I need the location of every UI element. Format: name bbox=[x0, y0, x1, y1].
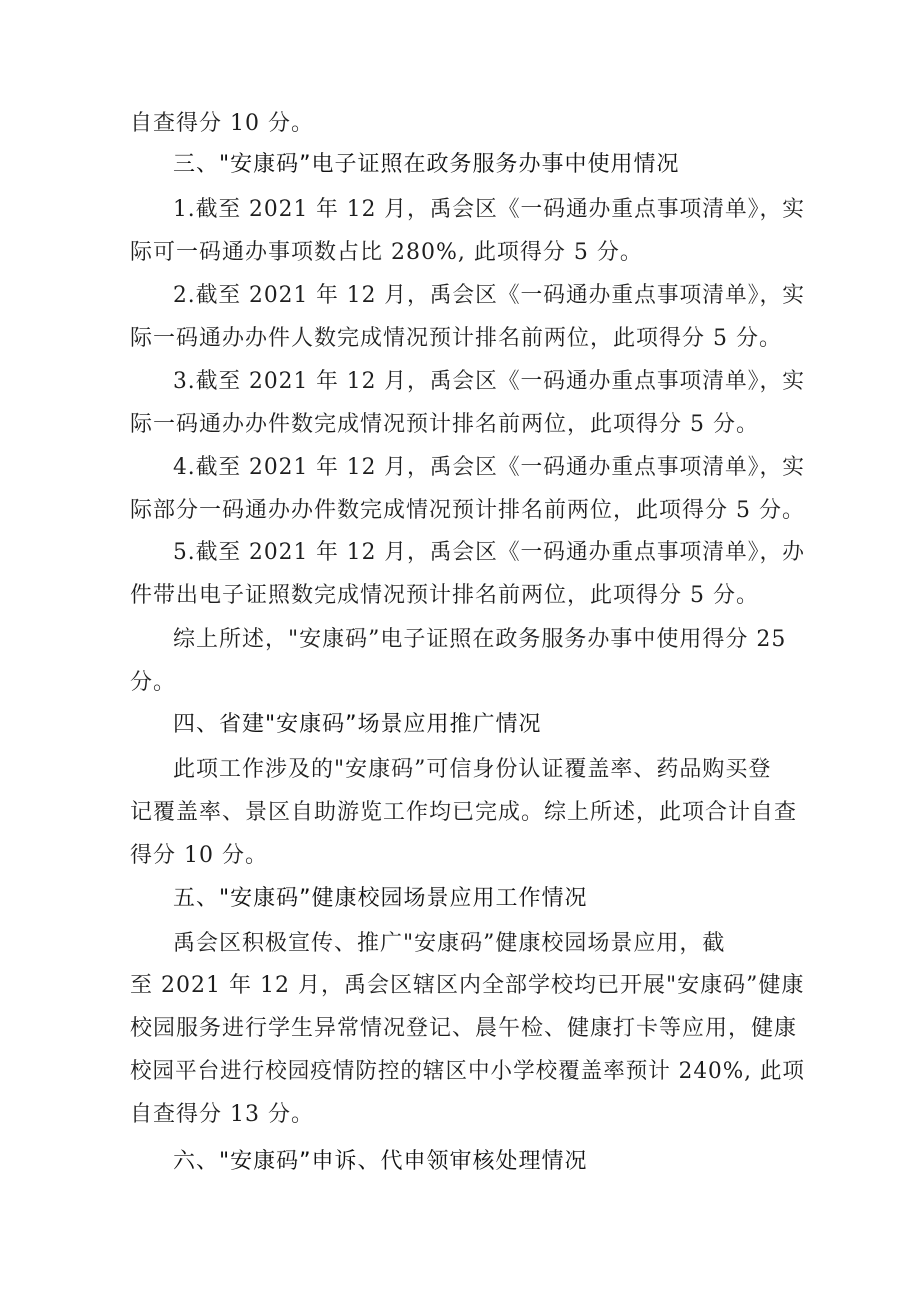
text-line: 自查得分 13 分。 bbox=[130, 1102, 314, 1127]
text-line: 2.截至 2021 年 12 月，禹会区《一码通办重点事项清单》，实 bbox=[173, 283, 805, 308]
text-line: 1.截至 2021 年 12 月，禹会区《一码通办重点事项清单》，实 bbox=[173, 197, 805, 222]
section-heading-3: 三、"安康码”电子证照在政务服务办事中使用情况 bbox=[173, 152, 680, 177]
text-line: 校园服务进行学生异常情况登记、晨午检、健康打卡等应用，健康 bbox=[130, 1016, 798, 1041]
text-line: 校园平台进行校园疫情防控的辖区中小学校覆盖率预计 240%, 此项 bbox=[130, 1059, 805, 1084]
text-line: 禹会区积极宣传、推广"安康码”健康校园场景应用，截 bbox=[173, 931, 726, 956]
text-line: 自查得分 10 分。 bbox=[130, 111, 314, 136]
text-line: 至 2021 年 12 月，禹会区辖区内全部学校均已开展"安康码”健康 bbox=[130, 973, 805, 998]
text-line: 综上所述，"安康码”电子证照在政务服务办事中使用得分 25 bbox=[173, 627, 787, 652]
section-heading-5: 五、"安康码”健康校园场景应用工作情况 bbox=[173, 886, 588, 911]
text-line: 际一码通办办件人数完成情况预计排名前两位，此项得分 5 分。 bbox=[130, 326, 782, 351]
text-line: 际部分一码通办办件数完成情况预计排名前两位，此项得分 5 分。 bbox=[130, 498, 805, 523]
text-line: 际一码通办办件数完成情况预计排名前两位，此项得分 5 分。 bbox=[130, 412, 759, 437]
text-line: 3.截至 2021 年 12 月，禹会区《一码通办重点事项清单》，实 bbox=[173, 369, 805, 394]
text-line: 4.截至 2021 年 12 月，禹会区《一码通办重点事项清单》，实 bbox=[173, 455, 805, 480]
text-line: 记覆盖率、景区自助游览工作均已完成。综上所述，此项合计自查 bbox=[130, 800, 798, 825]
text-line: 际可一码通办事项数占比 280%, 此项得分 5 分。 bbox=[130, 240, 643, 265]
text-line: 得分 10 分。 bbox=[130, 843, 268, 868]
section-heading-6: 六、"安康码”申诉、代申领审核处理情况 bbox=[173, 1149, 588, 1174]
text-line: 件带出电子证照数完成情况预计排名前两位，此项得分 5 分。 bbox=[130, 583, 759, 608]
section-heading-4: 四、省建"安康码”场景应用推广情况 bbox=[173, 712, 542, 737]
text-line: 分。 bbox=[130, 670, 177, 695]
text-line: 5.截至 2021 年 12 月，禹会区《一码通办重点事项清单》，办 bbox=[173, 540, 805, 565]
text-line: 此项工作涉及的"安康码”可信身份认证覆盖率、药品购买登 bbox=[173, 757, 772, 782]
